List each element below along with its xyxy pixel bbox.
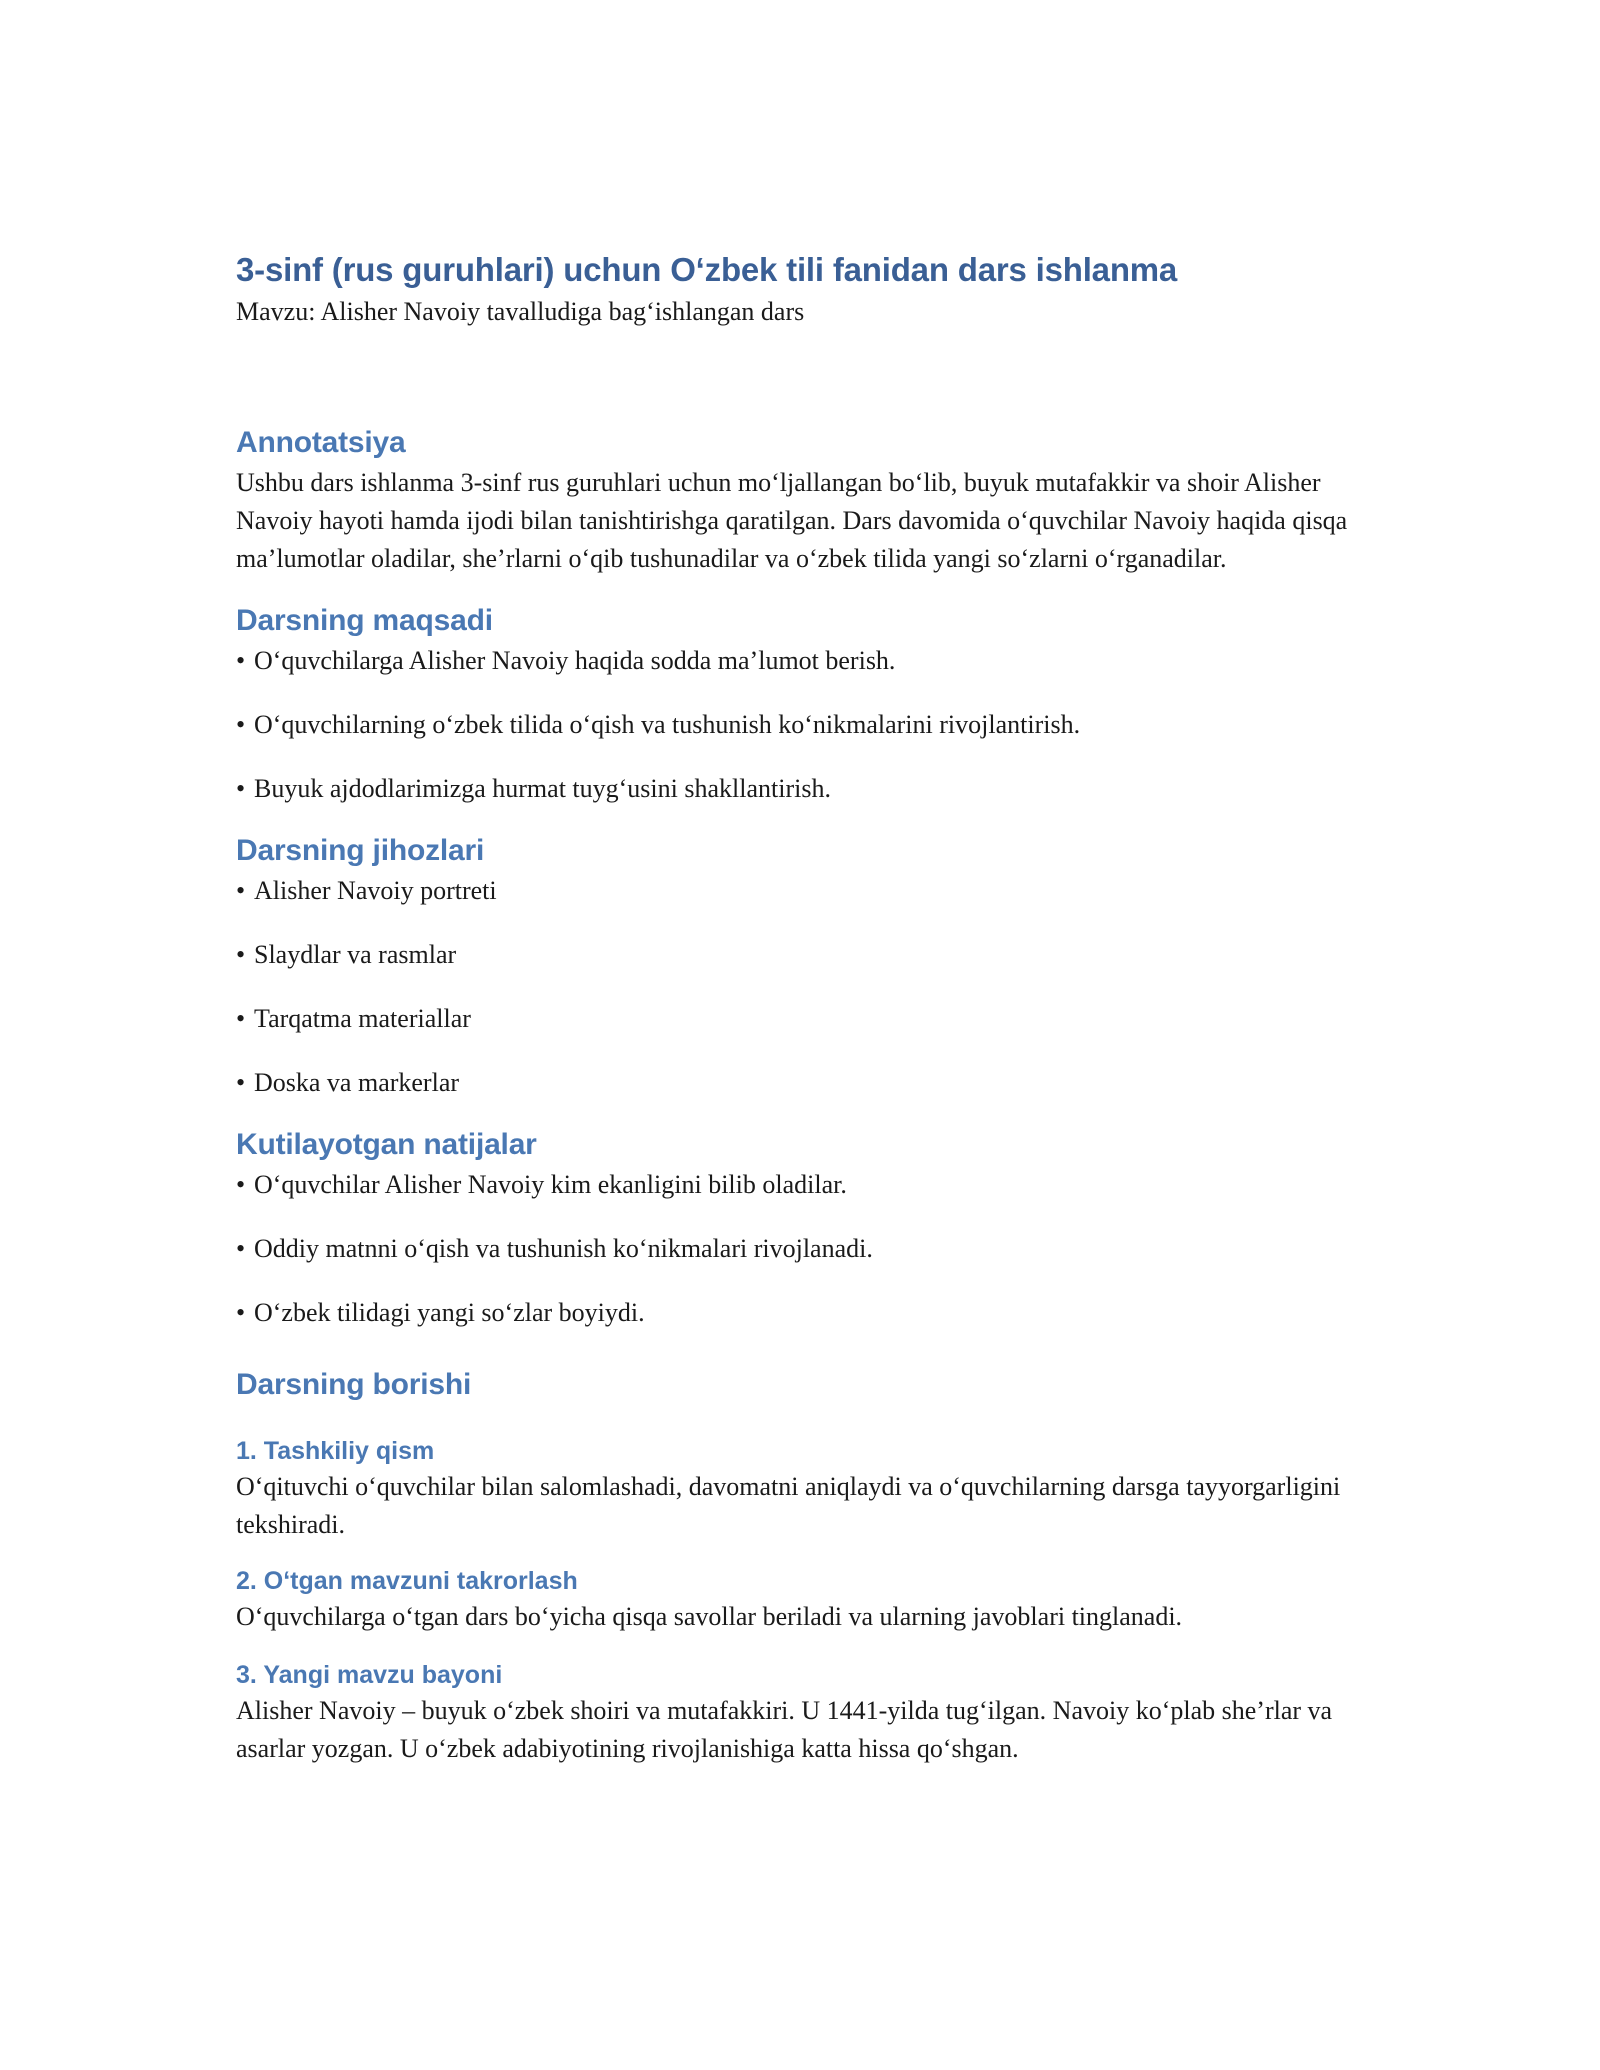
list-item	[236, 1230, 1366, 1268]
list-item-text: O‘quvchilarning o‘zbek tilida o‘qish va tushunish ko‘nikmalarini rivojlantirish.	[254, 710, 1081, 739]
bullet-mark: •	[236, 876, 246, 905]
step-text: O‘quvchilarga o‘tgan dars bo‘yicha qisqa savollar beriladi va ularning javoblari tinglanadi.	[236, 1602, 1183, 1631]
list-item	[236, 936, 1366, 974]
list-item	[236, 642, 1366, 680]
process-step	[236, 1658, 1366, 1768]
bullet-mark: •	[236, 710, 246, 739]
goals-section	[236, 600, 1366, 808]
process-heading: Darsning borishi	[236, 1368, 472, 1401]
bullet-mark: •	[236, 1004, 246, 1033]
equipment-list	[236, 872, 1366, 1102]
list-item-text: Buyuk ajdodlarimizga hurmat tuyg‘usini shakllantirish.	[254, 774, 831, 803]
bullet-mark: •	[236, 1068, 246, 1097]
annotation-text: Ushbu dars ishlanma 3-sinf rus guruhlari uchun mo‘ljallangan bo‘lib, buyuk mutafakkir va shoir Alisher Navoiy hayoti hamda ijodi bilan tanishtirishga qaratilgan. Dars davomida o‘quvchilar Navoiy haqida qisqa ma’lumotlar oladilar, she’rlarni o‘qib tushunadilar va o‘zbek tilida yangi so‘zlarni o‘rganadilar.	[236, 468, 1348, 573]
step-text: Alisher Navoiy – buyuk o‘zbek shoiri va mutafakkiri. U 1441-yilda tug‘ilgan. Navoiy ko‘plab she’rlar va asarlar yozgan. U o‘zbek adabiyotining rivojlanishiga katta hissa qo‘shgan.	[236, 1696, 1333, 1763]
bullet-mark: •	[236, 1298, 246, 1327]
bullet-mark: •	[236, 1170, 246, 1199]
list-item-text: Alisher Navoiy portreti	[254, 876, 497, 905]
goals-list	[236, 642, 1366, 808]
results-list	[236, 1166, 1366, 1332]
step-heading: 1. Tashkiliy qism	[236, 1437, 435, 1465]
list-item	[236, 1000, 1366, 1038]
list-item-text: O‘quvchilarga Alisher Navoiy haqida sodda ma’lumot berish.	[254, 646, 896, 675]
list-item-text: Doska va markerlar	[254, 1068, 460, 1097]
document-title: 3-sinf (rus guruhlari) uchun O‘zbek tili fanidan dars ishlanma	[236, 251, 1178, 288]
list-item	[236, 706, 1366, 744]
list-item	[236, 1294, 1366, 1332]
process-step	[236, 1434, 1366, 1544]
equipment-heading: Darsning jihozlari	[236, 834, 485, 867]
bullet-mark: •	[236, 1234, 246, 1263]
bullet-mark: •	[236, 940, 246, 969]
annotation-heading: Annotatsiya	[236, 426, 406, 459]
bullet-mark: •	[236, 646, 246, 675]
equipment-section	[236, 830, 1366, 1102]
bullet-mark: •	[236, 774, 246, 803]
step-heading: 3. Yangi mavzu bayoni	[236, 1661, 503, 1689]
results-heading: Kutilayotgan natijalar	[236, 1128, 537, 1161]
list-item-text: O‘quvchilar Alisher Navoiy kim ekanligini bilib oladilar.	[254, 1170, 847, 1199]
step-heading: 2. O‘tgan mavzuni takrorlash	[236, 1567, 578, 1595]
list-item-text: Tarqatma materiallar	[254, 1004, 471, 1033]
document-subtitle: Mavzu: Alisher Navoiy tavalludiga bag‘ishlangan dars	[236, 297, 805, 326]
process-step	[236, 1564, 1366, 1636]
step-text: O‘qituvchi o‘quvchilar bilan salomlashadi, davomatni aniqlaydi va o‘quvchilarning darsga tayyorgarligini tekshiradi.	[236, 1472, 1341, 1539]
list-item	[236, 770, 1366, 808]
list-item	[236, 1064, 1366, 1102]
process-section	[236, 1364, 1366, 1768]
list-item-text: Oddiy matnni o‘qish va tushunish ko‘nikmalari rivojlanadi.	[254, 1234, 873, 1263]
list-item	[236, 872, 1366, 910]
list-item-text: O‘zbek tilidagi yangi so‘zlar boyiydi.	[254, 1298, 645, 1327]
goals-heading: Darsning maqsadi	[236, 604, 493, 637]
list-item	[236, 1166, 1366, 1204]
annotation-section	[236, 422, 1366, 578]
list-item-text: Slaydlar va rasmlar	[254, 940, 457, 969]
results-section	[236, 1124, 1366, 1332]
document-body	[236, 248, 1366, 1768]
